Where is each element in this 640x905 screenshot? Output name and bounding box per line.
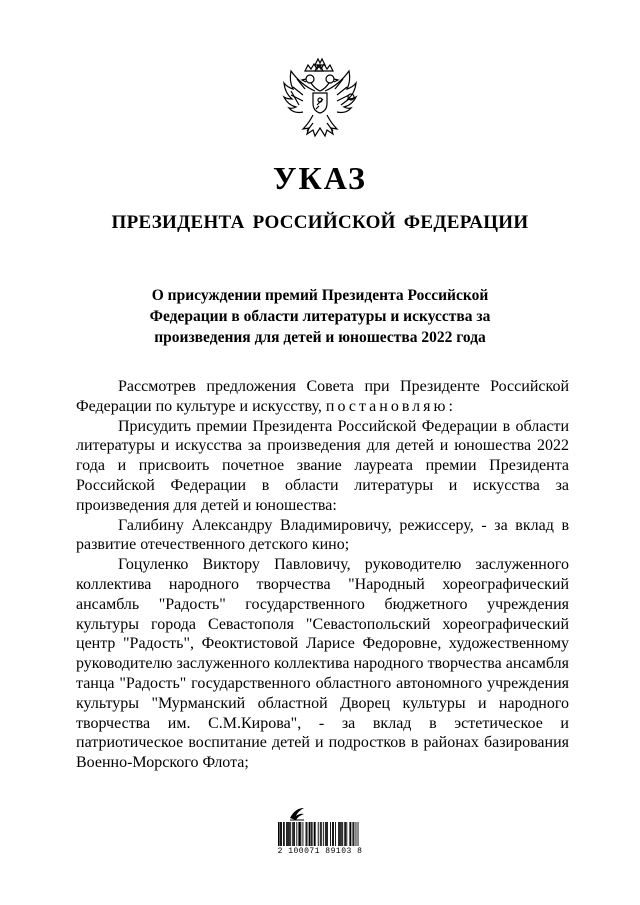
paragraph-laureate-2: Гоцуленко Виктору Павловичу, руководителю заслуженного коллектива народного творчества "Народный хореографический ансамбль "Радость" государственного бюджетного учреждения культуры города Севастополя "Севастопольский хореографический центр "Радость", Феоктистовой Ларисе Федоровне, художественному руководителю заслуженного коллектива народного творчества ансамбля танца "Радость" государственного областного автономного учреждения культуры "Мурманский областной Дворец культуры и народного творчества им. С.М.Кирова", - за вклад в эстетическое и патриотическое воспитание детей и подростков в районах базирования Военно-Морского Флота; xyxy=(76,556,569,772)
barcode-bar xyxy=(332,822,333,846)
barcode-bar xyxy=(290,822,291,846)
barcode-bar xyxy=(356,822,357,846)
document-subtitle: ПРЕЗИДЕНТА РОССИЙСКОЙ ФЕДЕРАЦИИ xyxy=(111,212,529,233)
barcode-bar xyxy=(333,822,334,846)
barcode-bar xyxy=(286,822,287,846)
barcode-bar xyxy=(335,822,336,846)
barcode-bar xyxy=(287,822,288,846)
barcode-bar xyxy=(350,822,351,846)
barcode-bar xyxy=(315,822,316,846)
barcode-bar xyxy=(309,822,311,846)
barcode-bar xyxy=(281,822,282,846)
paragraph-award: Присудить премии Президента Российской Федерации в области литературы и искусства за произведения для детей и юношества 2022 года и присвоить почетное звание лауреата премии Президента Российской Федерации в области литературы и искусства за произведения для детей и юношества: xyxy=(76,417,569,514)
document-title: УКАЗ xyxy=(273,160,367,196)
barcode-bar xyxy=(302,822,303,846)
barcode-bar xyxy=(346,822,347,846)
barcode-bar xyxy=(339,822,341,846)
barcode-bar xyxy=(306,822,307,846)
barcode-bar xyxy=(321,822,322,846)
barcode-bar xyxy=(323,822,324,846)
barcode-bar xyxy=(325,822,326,846)
barcode-bar xyxy=(283,822,285,846)
barcode-bar xyxy=(318,822,319,846)
paragraph-preamble xyxy=(76,377,569,417)
barcode-bar xyxy=(312,822,313,846)
barcode-bar xyxy=(293,822,295,846)
barcode-bar xyxy=(353,822,354,846)
decree-body xyxy=(76,377,569,773)
decree-heading xyxy=(120,285,520,348)
barcode-bar xyxy=(311,822,312,846)
barcode-bar xyxy=(352,822,353,846)
barcode-bar xyxy=(300,822,301,846)
barcode-bar xyxy=(341,822,342,846)
barcode-bar xyxy=(326,822,327,846)
barcode-bar xyxy=(342,822,343,846)
barcode-bar xyxy=(320,822,321,846)
barcode-bar xyxy=(358,822,359,846)
barcode-bar xyxy=(278,822,280,846)
barcode-bar xyxy=(292,822,293,846)
barcode-bar xyxy=(307,822,308,846)
barcode-number: 2 100071 89103 8 xyxy=(277,847,363,856)
decree-verb: постановляю: xyxy=(325,397,456,415)
barcode-bar xyxy=(299,822,300,846)
paragraph-laureate-1: Галибину Александру Владимировичу, режиссеру, - за вклад в развитие отечественного детского кино; xyxy=(76,516,569,554)
barcode xyxy=(278,822,360,846)
publisher-logo-icon xyxy=(288,806,306,822)
barcode-bar xyxy=(338,822,339,846)
heading-line: произведения для детей и юношества 2022 года xyxy=(154,329,486,346)
preamble-text: Рассмотрев предложения Совета при Президенте Российской Федерации по культуре и искусству, xyxy=(76,378,569,415)
heading-line: О присуждении премий Президента Российской xyxy=(151,287,489,304)
heading-line: Федерации в области литературы и искусства за xyxy=(149,308,491,325)
barcode-bar xyxy=(288,822,290,846)
coat-of-arms-icon xyxy=(275,57,365,147)
barcode-bar xyxy=(327,822,328,846)
barcode-bar xyxy=(330,822,331,846)
barcode-bar xyxy=(344,822,346,846)
barcode-bar xyxy=(296,822,297,846)
barcode-bar xyxy=(280,822,281,846)
